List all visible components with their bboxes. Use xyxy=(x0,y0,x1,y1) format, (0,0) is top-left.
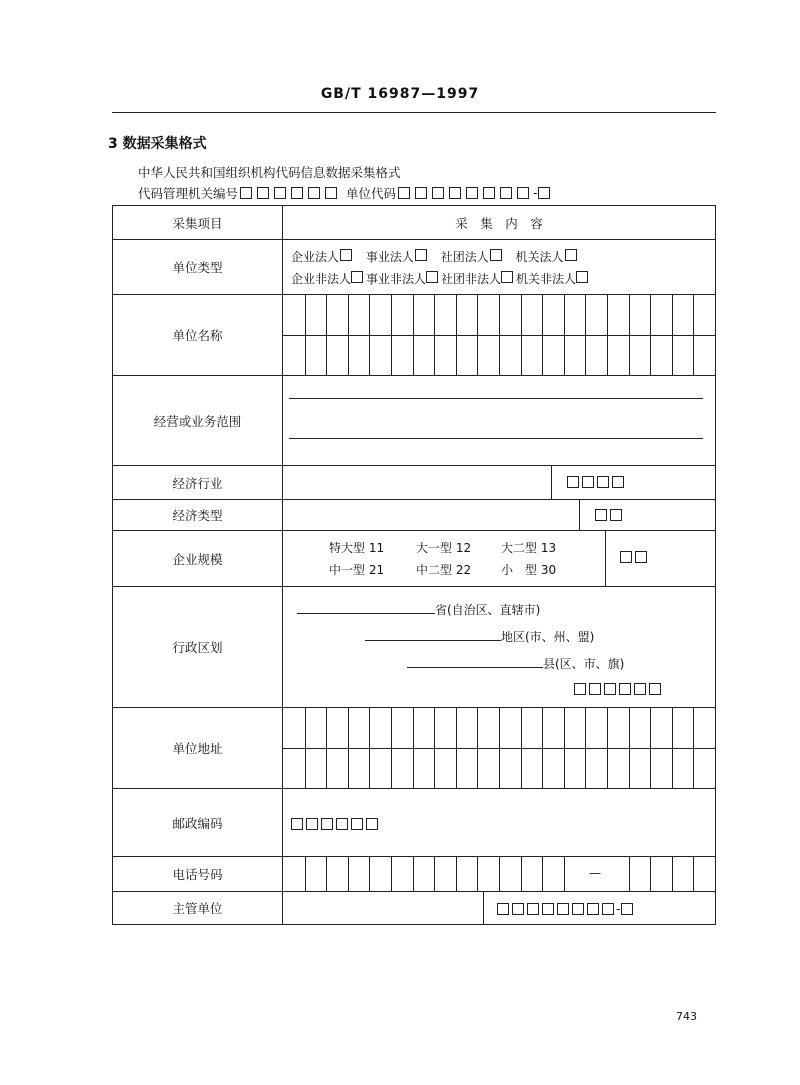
unit-name-label: 单位名称 xyxy=(113,295,283,375)
checkbox[interactable] xyxy=(415,249,427,261)
grid-row-divider xyxy=(283,748,715,749)
unit-type-option-row-1 xyxy=(291,248,580,265)
supervisor-code-boxes[interactable] xyxy=(497,902,636,916)
option-label: 社团法人 xyxy=(440,250,489,264)
economic-industry-label: 经济行业 xyxy=(113,466,283,499)
economic-type-label: 经济类型 xyxy=(113,500,283,530)
option-label: 企业法人 xyxy=(291,250,340,264)
scale-option: 特大型 11 xyxy=(329,541,385,555)
phone-cell-divider xyxy=(413,857,414,891)
business-scope-label: 经营或业务范围 xyxy=(113,376,283,465)
phone-cell-divider xyxy=(369,857,370,891)
phone-cell-divider xyxy=(542,857,543,891)
unit-code-dash: - xyxy=(533,186,538,200)
phone-cell-divider xyxy=(672,857,673,891)
writing-line xyxy=(289,438,703,439)
phone-cell-divider xyxy=(693,857,694,891)
supervisor-row xyxy=(113,892,715,924)
option-label: 社团非法人 xyxy=(441,272,502,286)
business-scope-row xyxy=(113,376,715,466)
scale-option: 中一型 21 xyxy=(329,563,385,577)
phone-cell-divider xyxy=(477,857,478,891)
unit-name-grid[interactable] xyxy=(283,295,715,375)
unit-name-row xyxy=(113,295,715,376)
unit-address-grid[interactable] xyxy=(283,708,715,788)
county-line[interactable] xyxy=(407,655,624,672)
economic-industry-row xyxy=(113,466,715,500)
header-item-label: 采集项目 xyxy=(113,206,283,239)
unit-code-boxes[interactable] xyxy=(398,186,555,200)
scale-option: 大一型 12 xyxy=(416,541,472,555)
form-title: 中华人民共和国组织机构代码信息数据采集格式 xyxy=(138,165,401,180)
admin-division-content xyxy=(283,587,715,707)
postal-code-boxes[interactable] xyxy=(291,818,381,830)
province-line[interactable] xyxy=(297,601,540,618)
admin-division-code-boxes[interactable] xyxy=(574,683,664,695)
phone-cell-divider xyxy=(629,857,630,891)
phone-cell-divider xyxy=(499,857,500,891)
economic-type-code-boxes[interactable] xyxy=(595,509,625,521)
prefecture-line[interactable] xyxy=(365,628,594,645)
checkbox[interactable] xyxy=(576,271,588,283)
checkbox[interactable] xyxy=(351,271,363,283)
economic-industry-code-boxes[interactable] xyxy=(567,476,627,488)
table-header-row xyxy=(113,206,715,240)
phone-cell-divider xyxy=(564,857,565,891)
economic-type-content xyxy=(283,500,715,530)
phone-cell-divider xyxy=(434,857,435,891)
header-content-label: 采 集 内 容 xyxy=(455,215,543,231)
authority-code-label: 代码管理机关编号 xyxy=(138,186,239,201)
option-label: 事业法人 xyxy=(365,250,414,264)
scale-option: 大二型 13 xyxy=(501,541,557,555)
writing-line xyxy=(289,398,703,399)
enterprise-scale-content xyxy=(283,531,715,586)
option-label: 机关非法人 xyxy=(516,272,577,286)
phone-dash: — xyxy=(589,866,601,880)
supervisor-dash: - xyxy=(616,902,621,916)
authority-code-boxes[interactable] xyxy=(240,187,342,199)
checkbox[interactable] xyxy=(501,271,513,283)
admin-division-row xyxy=(113,587,715,708)
unit-type-options xyxy=(283,240,715,294)
phone-cell-divider xyxy=(391,857,392,891)
enterprise-scale-label: 企业规模 xyxy=(113,531,283,586)
checkbox[interactable] xyxy=(426,271,438,283)
phone-cell-divider xyxy=(521,857,522,891)
grid-row-divider xyxy=(283,335,715,336)
scale-option: 中二型 22 xyxy=(416,563,472,577)
enterprise-scale-row xyxy=(113,531,715,587)
phone-cell-divider xyxy=(650,857,651,891)
option-label: 企业非法人 xyxy=(291,272,352,286)
enterprise-scale-code-boxes[interactable] xyxy=(620,551,650,563)
prefecture-suffix: 地区(市、州、盟) xyxy=(501,630,595,644)
supervisor-label: 主管单位 xyxy=(113,892,283,924)
economic-industry-content xyxy=(283,466,715,499)
page-number: 743 xyxy=(676,1010,697,1023)
province-suffix: 省(自治区、直辖市) xyxy=(435,603,541,617)
phone-cell-divider xyxy=(456,857,457,891)
postal-code-content xyxy=(283,789,715,856)
economic-type-row xyxy=(113,500,715,531)
data-collection-table xyxy=(112,205,716,925)
checkbox[interactable] xyxy=(565,249,577,261)
postal-code-label: 邮政编码 xyxy=(113,789,283,856)
phone-cell-divider xyxy=(326,857,327,891)
phone-row xyxy=(113,857,715,892)
option-label: 事业非法人 xyxy=(366,272,427,286)
unit-type-label: 单位类型 xyxy=(113,240,283,294)
unit-type-option-row-2 xyxy=(291,270,591,287)
phone-label: 电话号码 xyxy=(113,857,283,891)
section-title: 3 数据采集格式 xyxy=(108,136,207,152)
header-rule xyxy=(112,112,716,113)
admin-division-label: 行政区划 xyxy=(113,587,283,707)
county-suffix: 县(区、市、旗) xyxy=(543,657,625,671)
standard-code-header: GB/T 16987—1997 xyxy=(320,86,480,102)
unit-address-label: 单位地址 xyxy=(113,708,283,788)
unit-code-label: 单位代码 xyxy=(346,186,397,201)
postal-code-row xyxy=(113,789,715,857)
option-label: 机关法人 xyxy=(515,250,564,264)
supervisor-content xyxy=(283,892,715,924)
codes-line xyxy=(138,184,555,202)
scale-option: 小 型 30 xyxy=(501,563,557,577)
checkbox[interactable] xyxy=(340,249,352,261)
phone-cell-divider xyxy=(348,857,349,891)
unit-address-row xyxy=(113,708,715,789)
phone-cell-divider xyxy=(305,857,306,891)
unit-type-row xyxy=(113,240,715,295)
checkbox[interactable] xyxy=(490,249,502,261)
business-scope-lines[interactable] xyxy=(283,376,715,465)
phone-grid[interactable] xyxy=(283,857,715,891)
